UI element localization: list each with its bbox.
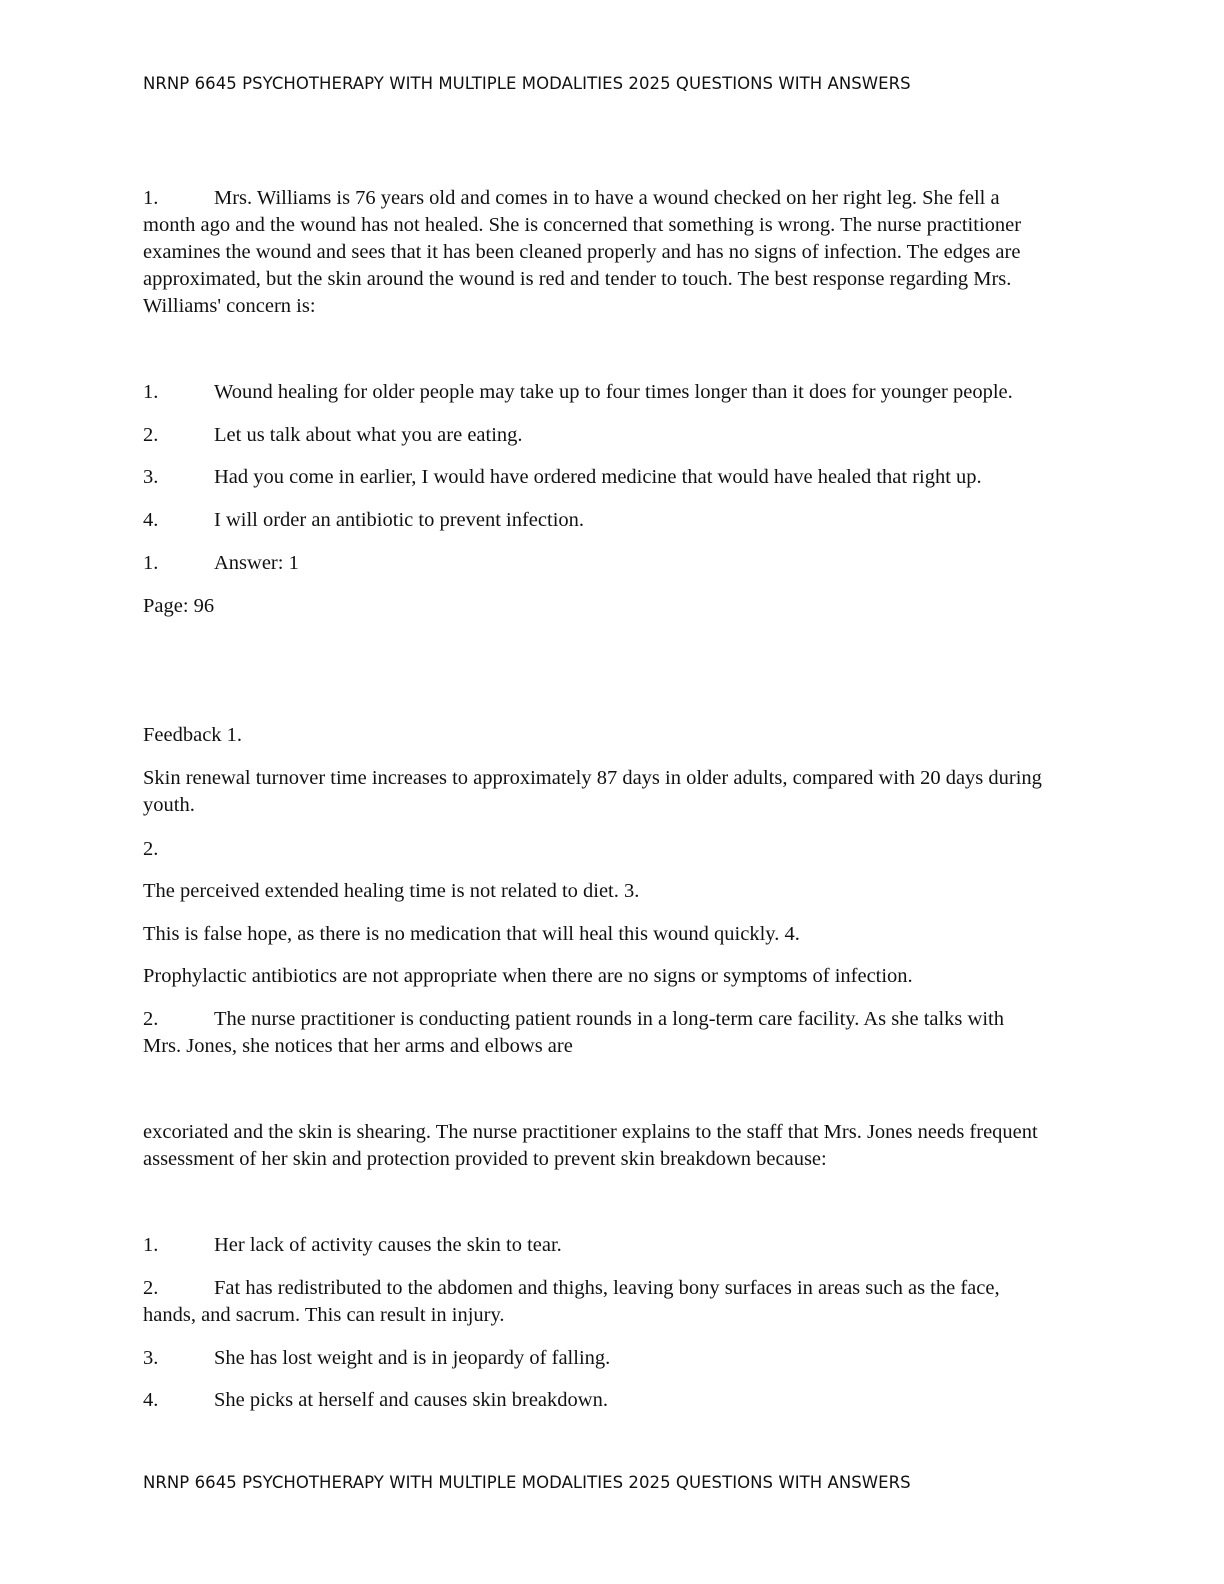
question-2 [143, 1006, 1078, 1060]
q1-answer: 1. Answer: 1 [143, 552, 299, 574]
question-1 [143, 185, 1078, 320]
q1-page-ref: Page: 96 [143, 595, 215, 617]
q2-option-4: 4. She picks at herself and causes skin breakdown. [143, 1389, 608, 1411]
feedback-item-2: 2. [143, 838, 159, 860]
feedback-item-4: This is false hope, as there is no medication that will heal this wound quickly. 4. [143, 923, 800, 945]
feedback-item-3: The perceived extended healing time is not related to diet. 3. [143, 880, 640, 902]
feedback-item-1: Skin renewal turnover time increases to approximately 87 days in older adults, compared with 20 days during youth. [143, 767, 1042, 816]
q1-option-2: 2. Let us talk about what you are eating. [143, 424, 523, 446]
feedback-item-5: Prophylactic antibiotics are not appropriate when there are no signs or symptoms of infection. [143, 965, 913, 987]
q2-option-3: 3. She has lost weight and is in jeopardy of falling. [143, 1347, 611, 1369]
feedback-title: Feedback 1. [143, 724, 243, 746]
q1-option-4: 4. I will order an antibiotic to prevent infection. [143, 509, 585, 531]
question-1-lead: Mrs. Williams is 76 years old and comes in to have a wound checked on her right leg. She fell a [214, 187, 1000, 209]
question-2-continuation: excoriated and the skin is shearing. The nurse practitioner explains to the staff that Mrs. Jones needs frequent assessment of her skin and protection provided to prevent skin breakdown because: [143, 1121, 1038, 1170]
q2-option-2: 2. Fat has redistributed to the abdomen and thighs, leaving bony surfaces in areas such as the face, hands, and sacrum. This can result in injury. [143, 1277, 1000, 1326]
question-2-first-line [143, 1006, 1078, 1033]
question-2-rest: Mrs. Jones, she notices that her arms and elbows are [143, 1035, 573, 1057]
question-number: 2. [143, 1008, 159, 1030]
question-number: 1. [143, 187, 159, 209]
q1-option-3: 3. Had you come in earlier, I would have ordered medicine that would have healed that right up. [143, 466, 982, 488]
page-footer: NRNP 6645 PSYCHOTHERAPY WITH MULTIPLE MODALITIES 2025 QUESTIONS WITH ANSWERS [143, 1473, 911, 1492]
q2-option-1: 1. Her lack of activity causes the skin to tear. [143, 1234, 562, 1256]
q1-option-1: 1. Wound healing for older people may take up to four times longer than it does for younger people. [143, 381, 1013, 403]
page-header: NRNP 6645 PSYCHOTHERAPY WITH MULTIPLE MODALITIES 2025 QUESTIONS WITH ANSWERS [143, 74, 911, 93]
question-1-first-line [143, 185, 1078, 212]
question-2-lead: The nurse practitioner is conducting patient rounds in a long-term care facility. As she talks with [214, 1008, 1004, 1030]
question-1-rest: month ago and the wound has not healed. She is concerned that something is wrong. The nurse practitioner examines the wound and sees that it has been cleaned properly and has no signs of infection. The edges are approximated, but the skin around the wound is red and tender to touch. The best response regarding Mrs. Williams' concern is: [143, 214, 1022, 317]
